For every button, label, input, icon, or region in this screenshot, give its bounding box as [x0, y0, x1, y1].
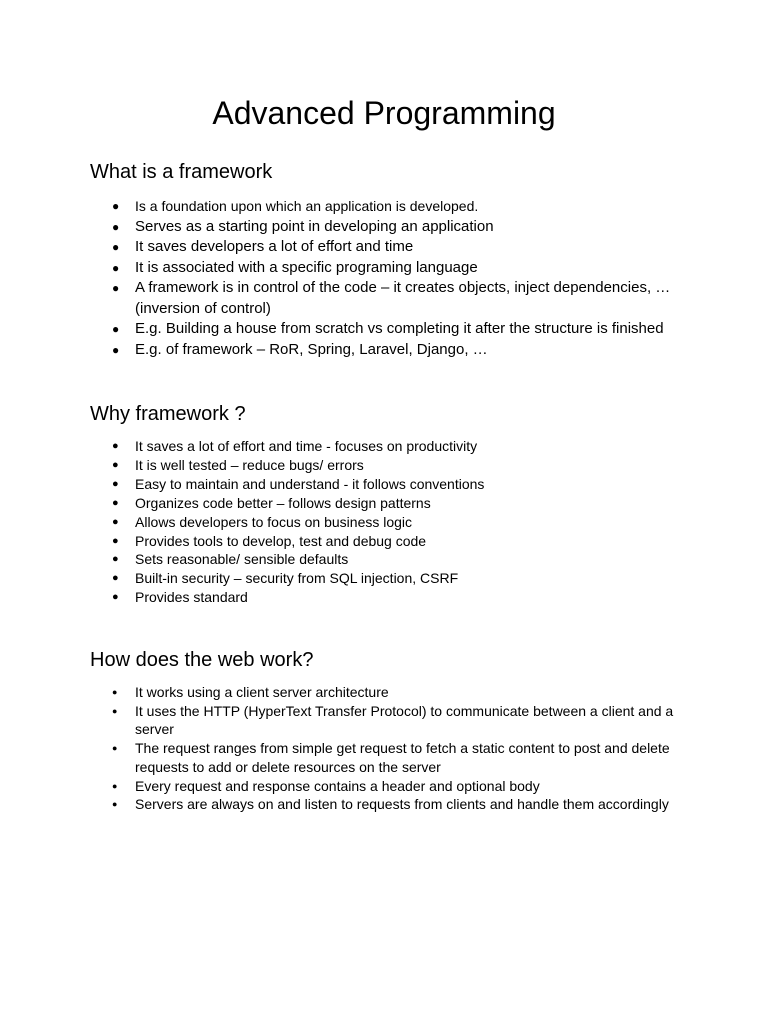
- bullet-icon: ●: [112, 591, 119, 604]
- list-item: [90, 340, 690, 361]
- bullet-icon: ●: [112, 534, 119, 547]
- list-item: [90, 739, 690, 776]
- section-heading: What is a framework: [90, 161, 273, 183]
- bullet-icon: ●: [112, 260, 120, 275]
- list-item: [90, 777, 690, 796]
- section-how-does-the-web-work: [90, 647, 690, 814]
- list-item-text: E.g. of framework – RoR, Spring, Laravel, Django, …: [135, 340, 488, 358]
- bullet-icon: ●: [112, 458, 119, 471]
- list-item: [90, 475, 690, 494]
- bullet-icon: ●: [112, 780, 118, 791]
- list-item-text: Allows developers to focus on business logic: [135, 513, 413, 530]
- bullet-list: [90, 437, 690, 607]
- list-item-text: Serves as a starting point in developing an application: [135, 217, 494, 235]
- list-item: [90, 196, 690, 217]
- bullet-icon: ●: [112, 199, 120, 213]
- list-item-text: Organizes code better – follows design patterns: [135, 494, 431, 511]
- list-item: [90, 513, 690, 532]
- bullet-icon: ●: [112, 281, 120, 295]
- bullet-icon: ●: [112, 496, 119, 509]
- list-item: [90, 795, 690, 814]
- list-item: [90, 588, 690, 607]
- list-item-text: E.g. Building a house from scratch vs completing it after the structure is finished: [135, 320, 664, 337]
- list-item: [90, 532, 690, 551]
- list-item-text: It saves developers a lot of effort and time: [135, 238, 414, 255]
- bullet-icon: ●: [112, 799, 118, 810]
- bullet-icon: ●: [112, 572, 119, 585]
- bullet-icon: ●: [112, 440, 119, 452]
- section-heading: How does the web work?: [90, 649, 314, 671]
- list-item: [90, 319, 690, 340]
- list-item-text: It is well tested – reduce bugs/ errors: [135, 456, 364, 473]
- section-why-framework: [90, 401, 690, 607]
- bullet-icon: ●: [112, 705, 118, 716]
- list-item-text: Is a foundation upon which an application is developed.: [135, 198, 479, 214]
- document-title: Advanced Programming: [212, 95, 556, 131]
- list-item-text: Sets reasonable/ sensible defaults: [135, 551, 349, 568]
- list-item-text: It saves a lot of effort and time - focuses on productivity: [135, 438, 478, 454]
- list-item-text: It works using a client server architecture: [135, 684, 389, 700]
- bullet-icon: ●: [112, 322, 120, 336]
- list-item: [90, 702, 690, 739]
- bullet-list: [90, 196, 690, 360]
- list-item-text: Built-in security – security from SQL injection, CSRF: [135, 570, 459, 587]
- list-item: [90, 494, 690, 513]
- list-item-text: It uses the HTTP (HyperText Transfer Protocol) to communicate between a client and a server: [135, 702, 674, 738]
- bullet-list: [90, 683, 690, 814]
- list-item: [90, 278, 690, 319]
- bullet-icon: ●: [112, 240, 120, 254]
- section-heading: Why framework ?: [90, 403, 246, 425]
- list-item: [90, 569, 690, 588]
- bullet-icon: ●: [112, 477, 119, 490]
- list-item-text: Provides tools to develop, test and debug code: [135, 532, 427, 549]
- bullet-icon: ●: [112, 743, 118, 754]
- section-what-is-a-framework: [90, 159, 690, 360]
- list-item: [90, 217, 690, 238]
- list-item-text: The request ranges from simple get request to fetch a static content to post and delete requests to add or delete resources on the server: [135, 740, 670, 775]
- list-item-text: Easy to maintain and understand - it follows conventions: [135, 475, 485, 492]
- bullet-icon: ●: [112, 687, 118, 697]
- list-item: [90, 683, 690, 702]
- bullet-icon: ●: [112, 553, 119, 566]
- list-item: [90, 437, 690, 456]
- list-item-text: Servers are always on and listen to requests from clients and handle them accordingly: [135, 796, 669, 813]
- list-item-text: It is associated with a specific programing language: [135, 258, 478, 276]
- list-item: [90, 456, 690, 475]
- bullet-icon: ●: [112, 515, 119, 528]
- list-item: [90, 550, 690, 569]
- list-item-text: A framework is in control of the code – it creates objects, inject dependencies, …(inversion of control): [135, 279, 671, 317]
- bullet-icon: ●: [112, 342, 120, 357]
- bullet-icon: ●: [112, 219, 120, 234]
- list-item-text: Every request and response contains a header and optional body: [135, 777, 540, 794]
- list-item: [90, 237, 690, 258]
- list-item: [90, 258, 690, 279]
- list-item-text: Provides standard: [135, 589, 248, 606]
